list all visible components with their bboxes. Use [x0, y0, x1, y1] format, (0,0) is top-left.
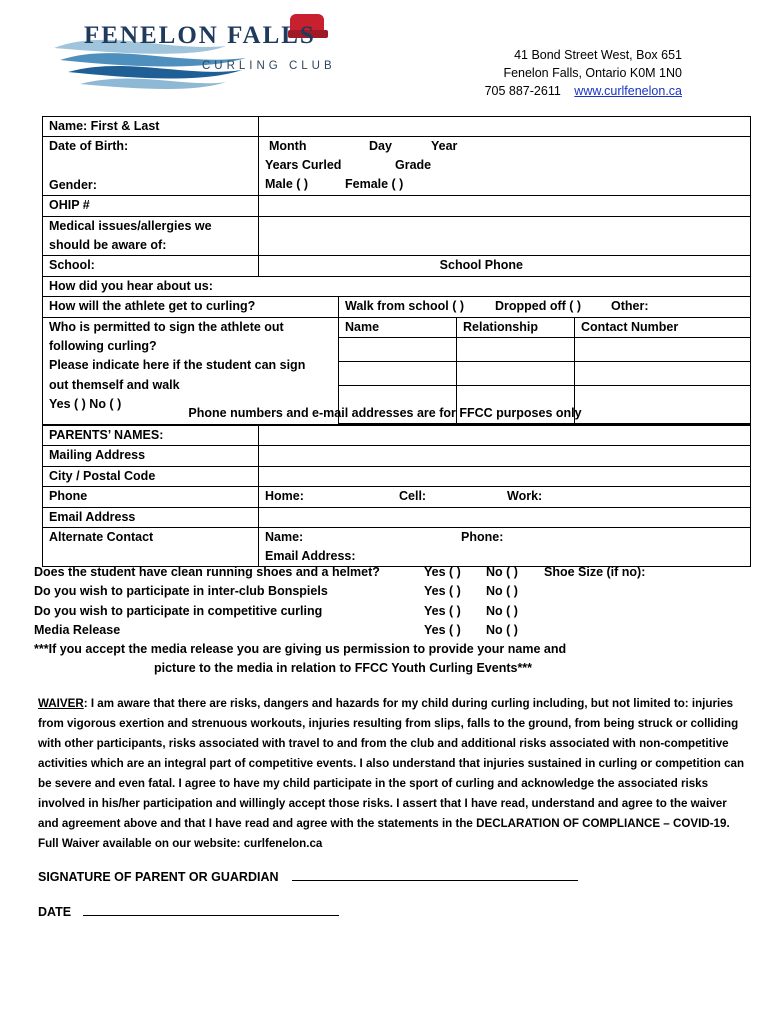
- permitted-line1: Who is permitted to sign the athlete out: [49, 319, 284, 334]
- mailing-label: Mailing Address: [43, 446, 259, 466]
- phone-label: Phone: [43, 487, 259, 507]
- year-label: Year: [431, 139, 458, 154]
- phone-website-line: [485, 82, 682, 100]
- date-label: DATE: [38, 905, 72, 919]
- alt-contact-field[interactable]: [259, 528, 751, 567]
- yes-option[interactable]: Yes ( ): [424, 584, 461, 599]
- pickup-relationship-1[interactable]: [457, 338, 575, 362]
- email-label: Email Address: [43, 507, 259, 527]
- month-label: Month: [269, 139, 307, 154]
- question-row: [34, 563, 754, 582]
- years-curled-label: Years Curled: [265, 158, 342, 173]
- pickup-name-2[interactable]: [339, 362, 457, 386]
- no-option[interactable]: No ( ): [486, 622, 518, 637]
- city-field[interactable]: [259, 466, 751, 486]
- walk-option[interactable]: Walk from school ( ): [345, 299, 464, 314]
- waiver-heading: WAIVER: [38, 697, 84, 710]
- alt-phone-label: Phone:: [461, 530, 504, 545]
- question-row: [34, 602, 754, 621]
- pickup-relationship-2[interactable]: [457, 362, 575, 386]
- school-label: School:: [43, 256, 259, 276]
- media-release-note: [34, 640, 734, 678]
- permitted-line2: following curling?: [49, 339, 157, 354]
- question-text: Media Release: [34, 622, 121, 637]
- pickup-contact-1[interactable]: [575, 338, 751, 362]
- school-field[interactable]: [259, 256, 751, 276]
- home-phone-label: Home:: [265, 489, 304, 504]
- club-phone: 705 887-2611: [484, 84, 561, 98]
- medical-field[interactable]: [259, 216, 751, 256]
- medical-label-line2: should be aware of:: [49, 238, 167, 253]
- gender-label: Gender:: [49, 177, 97, 192]
- question-text: Do you wish to participate in inter-club Bonspiels: [34, 584, 328, 599]
- privacy-note: Phone numbers and e-mail addresses are for FFCC purposes only: [188, 406, 582, 420]
- waiver-text: : I am aware that there are risks, dangers and hazards for my child during curling including, but not limited to: injuries from vigorous exertion and strenuous workouts, injuries resulting from slips, falls to the ground, from being struck or colliding with other participants, risks associated with travel to and from the club and additional risks associated with non-competitive activities which are an integral part of competitive events. I also understand that injuries sustained in curling or competition can be severe and even fatal. I agree to have my child participate in the sport of curling and acknowledge the associated risks involved in his/her participation and willingly accept those risks. I assert that I have read, understand and agree to the waiver and agreement above and that I have read and agree with the statements in the DECLARATION OF COMPLIANCE – COVID-19. Full Waiver available on our website: curlfenelon.ca: [38, 697, 745, 850]
- city-label: City / Postal Code: [43, 466, 259, 486]
- waiver-paragraph: [38, 694, 746, 854]
- question-text: Does the student have clean running shoes and a helmet?: [34, 565, 380, 579]
- name-field[interactable]: [259, 117, 751, 137]
- club-logo: [46, 8, 346, 98]
- grade-label: Grade: [395, 158, 432, 173]
- parents-label: PARENTS’ NAMES:: [43, 426, 259, 446]
- club-address: [485, 46, 682, 100]
- logo-title: FENELON FALLS: [84, 22, 316, 49]
- col-contact-header: Contact Number: [575, 317, 751, 337]
- dob-field[interactable]: [259, 137, 751, 196]
- phone-field[interactable]: [259, 487, 751, 507]
- website-link[interactable]: www.curlfenelon.ca: [574, 84, 682, 98]
- get-to-curling-label: How will the athlete get to curling?: [43, 297, 339, 317]
- parents-field[interactable]: [259, 426, 751, 446]
- date-line[interactable]: [83, 903, 339, 916]
- other-option[interactable]: Other:: [611, 299, 649, 314]
- logo-subtitle: CURLING CLUB: [202, 60, 336, 72]
- transport-options[interactable]: [339, 297, 751, 317]
- media-note-line1: ***If you accept the media release you are giving us permission to provide your name and: [34, 642, 567, 656]
- yes-option[interactable]: Yes ( ): [424, 565, 461, 579]
- media-note-line2: picture to the media in relation to FFCC Youth Curling Events***: [154, 661, 533, 675]
- male-checkbox[interactable]: Male ( ): [265, 177, 309, 192]
- walk-home-yes-no[interactable]: Yes ( ) No ( ): [49, 397, 122, 412]
- address-line2: Fenelon Falls, Ontario K0M 1N0: [503, 66, 682, 80]
- no-option[interactable]: No ( ): [486, 584, 518, 599]
- ohip-label: OHIP #: [43, 196, 259, 216]
- mailing-field[interactable]: [259, 446, 751, 466]
- permitted-line3: Please indicate here if the student can sign: [49, 358, 306, 373]
- date-row: [38, 903, 339, 919]
- no-option[interactable]: No ( ): [486, 603, 518, 618]
- signature-label: SIGNATURE OF PARENT OR GUARDIAN: [38, 870, 279, 884]
- question-row: [34, 582, 754, 601]
- female-checkbox[interactable]: Female ( ): [345, 177, 404, 192]
- pickup-contact-2[interactable]: [575, 362, 751, 386]
- athlete-info-table: [42, 116, 751, 425]
- participation-questions: [34, 563, 754, 640]
- ohip-field[interactable]: [259, 196, 751, 216]
- medical-label-line1: Medical issues/allergies we: [49, 218, 212, 233]
- school-phone-label: School Phone: [439, 258, 523, 273]
- signature-line[interactable]: [292, 868, 578, 881]
- col-relationship-header: Relationship: [457, 317, 575, 337]
- alt-contact-label: Alternate Contact: [43, 528, 259, 567]
- signature-row: [38, 868, 578, 884]
- question-text: Do you wish to participate in competitive curling: [34, 603, 323, 618]
- pickup-name-1[interactable]: [339, 338, 457, 362]
- question-row: [34, 621, 754, 640]
- yes-option[interactable]: Yes ( ): [424, 622, 461, 637]
- day-label: Day: [369, 139, 392, 154]
- permitted-line4: out themself and walk: [49, 377, 180, 392]
- col-name-header: Name: [339, 317, 457, 337]
- address-line1: 41 Bond Street West, Box 651: [514, 48, 682, 62]
- name-label: Name: First & Last: [43, 117, 259, 137]
- alt-email-label: Email Address:: [265, 549, 356, 564]
- hear-about-row[interactable]: How did you hear about us:: [43, 276, 751, 296]
- parents-info-table: [42, 425, 751, 567]
- dropped-option[interactable]: Dropped off ( ): [495, 299, 582, 314]
- work-phone-label: Work:: [507, 489, 543, 504]
- yes-option[interactable]: Yes ( ): [424, 603, 461, 618]
- no-option[interactable]: No ( ): [486, 565, 518, 579]
- medical-label: [43, 216, 259, 256]
- shoe-size-label: Shoe Size (if no):: [544, 565, 646, 579]
- alt-name-label: Name:: [265, 530, 304, 545]
- cell-phone-label: Cell:: [399, 489, 427, 504]
- dob-label: [43, 137, 259, 196]
- email-field[interactable]: [259, 507, 751, 527]
- dob-label-text: Date of Birth:: [49, 139, 129, 154]
